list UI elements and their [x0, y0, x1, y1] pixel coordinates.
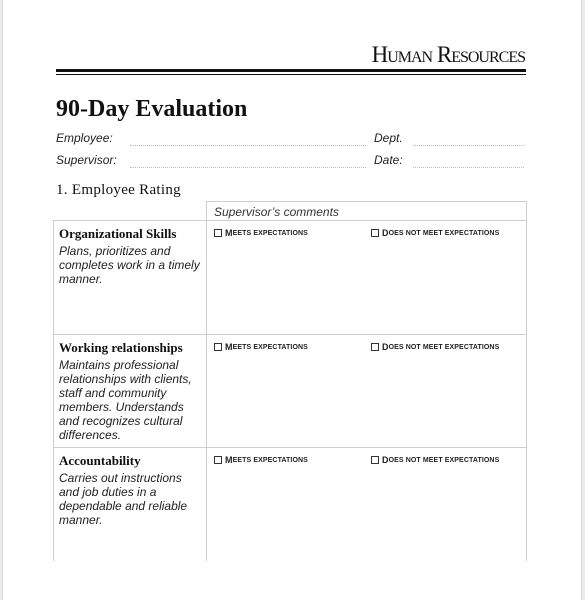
checkbox-label-cap: M [225, 342, 233, 352]
column-header-supervisor-comments: Supervisor’s comments [214, 205, 339, 219]
meets-expectations-checkbox[interactable] [214, 228, 308, 238]
header-rule-thin [56, 74, 526, 75]
does-not-meet-expectations-checkbox[interactable] [371, 228, 499, 238]
meets-expectations-checkbox[interactable] [214, 342, 308, 352]
department-header [372, 42, 525, 68]
document-page [3, 0, 581, 600]
row-description: Carries out instructions and job duties in a dependable and reliable manner. [59, 471, 188, 527]
table-row [53, 220, 527, 334]
row-title: Accountability [59, 453, 141, 468]
employee-field[interactable] [130, 145, 366, 146]
checkbox-label-cap: D [382, 342, 389, 352]
rating-table [53, 201, 527, 561]
checkbox-label-cap: D [382, 455, 389, 465]
section-title: 1. Employee Rating [56, 182, 181, 198]
checkbox-square[interactable] [371, 456, 379, 464]
row-description: Plans, prioritizes and completes work in a timely manner. [59, 244, 200, 286]
page-title: 90-Day Evaluation [56, 96, 248, 122]
table-border-top [206, 201, 527, 202]
employee-label: Employee: [56, 131, 113, 145]
table-row [53, 334, 527, 447]
row-title: Organizational Skills [59, 226, 177, 241]
does-not-meet-expectations-checkbox[interactable] [371, 342, 499, 352]
checkbox-label: EETS EXPECTATIONS [232, 343, 308, 351]
does-not-meet-expectations-checkbox[interactable] [371, 455, 499, 465]
checkbox-label-cap: M [225, 455, 233, 465]
supervisor-label: Supervisor: [56, 153, 117, 167]
checkbox-label: OES NOT MEET EXPECTATIONS [388, 456, 500, 464]
header-text-esources: ESOURCES [451, 49, 525, 66]
dept-field[interactable] [413, 145, 524, 146]
checkbox-label-cap: D [382, 228, 389, 238]
table-row [53, 447, 527, 561]
header-letter-h: H [371, 42, 388, 67]
row-title: Working relationships [59, 340, 183, 355]
checkbox-label: OES NOT MEET EXPECTATIONS [388, 229, 500, 237]
date-field[interactable] [413, 167, 524, 168]
checkbox-square[interactable] [371, 229, 379, 237]
header-letter-r: R [436, 42, 452, 67]
header-text-uman: UMAN [387, 49, 433, 66]
header-rule-thick [56, 69, 526, 72]
checkbox-label: OES NOT MEET EXPECTATIONS [388, 343, 500, 351]
checkbox-square[interactable] [214, 229, 222, 237]
row-description: Maintains professional relationships with clients, staff and community members. Understands and recognizes cultural differences. [59, 358, 192, 442]
supervisor-field[interactable] [130, 167, 366, 168]
checkbox-label: EETS EXPECTATIONS [232, 229, 308, 237]
checkbox-square[interactable] [371, 343, 379, 351]
checkbox-label: EETS EXPECTATIONS [232, 456, 308, 464]
checkbox-label-cap: M [225, 228, 233, 238]
dept-label: Dept. [374, 131, 403, 145]
checkbox-square[interactable] [214, 343, 222, 351]
date-label: Date: [374, 153, 403, 167]
checkbox-square[interactable] [214, 456, 222, 464]
meets-expectations-checkbox[interactable] [214, 455, 308, 465]
